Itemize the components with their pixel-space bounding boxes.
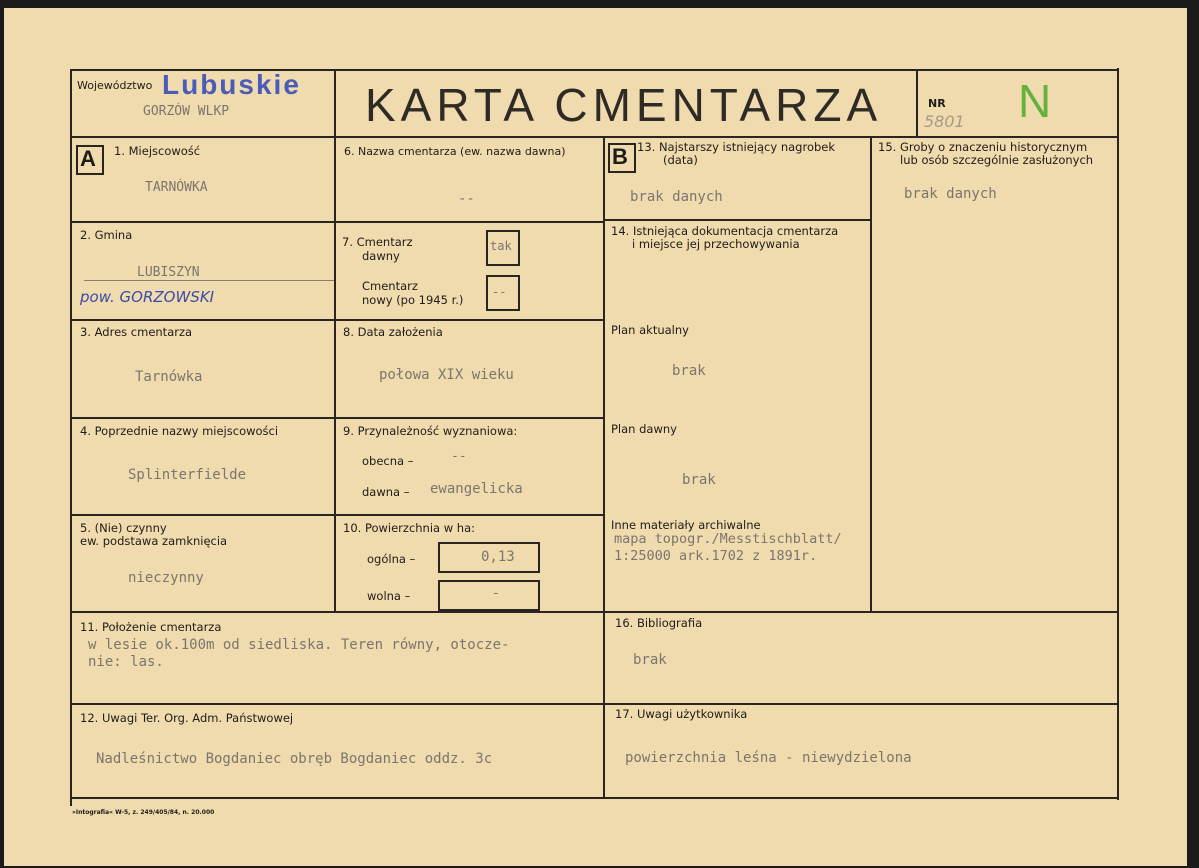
row-line-4 [70, 514, 604, 516]
voivodeship-stamp: Lubuskie [162, 69, 301, 100]
przynaleznosc-obecna-value: -- [451, 449, 467, 464]
przynaleznosc-label: 9. Przynależność wyznaniowa: [343, 424, 518, 438]
adres-label: 3. Adres cmentarza [80, 325, 193, 339]
row-line-5 [70, 611, 1119, 613]
inne-materialy-line-2: 1:25000 ark.1702 z 1891r. [614, 548, 818, 564]
col-line-1 [334, 136, 336, 612]
bibliografia-value: brak [633, 652, 667, 668]
inne-materialy-line-1: mapa topogr./Messtischblatt/ [614, 531, 842, 547]
najstarszy-nagrobek-value: brak danych [630, 189, 723, 205]
cmentarz-nowy-label-2: nowy (po 1945 r.) [362, 293, 464, 307]
plan-aktualny-value: brak [672, 363, 706, 379]
gmina-label: 2. Gmina [80, 228, 133, 242]
bibliografia-label: 16. Bibliografia [615, 616, 703, 630]
najstarszy-nagrobek-label-2: (data) [663, 153, 698, 167]
header-divider-1 [334, 70, 336, 138]
plan-dawny-label: Plan dawny [611, 422, 677, 436]
groby-value: brak danych [904, 186, 997, 202]
powierzchnia-wolna-value: - [492, 586, 500, 601]
cmentarz-dawny-label-1: 7. Cmentarz [342, 235, 413, 249]
inne-materialy-label: Inne materiały archiwalne [611, 518, 761, 532]
row-line-6 [70, 703, 1119, 705]
uwagi-uzytkownika-label: 17. Uwagi użytkownika [615, 707, 748, 721]
cmentarz-dawny-value: tak [490, 239, 512, 253]
groby-label-2: lub osób szczególnie zasłużonych [900, 153, 1094, 167]
header-divider-2 [916, 70, 918, 138]
nazwa-label: 6. Nazwa cmentarza (ew. nazwa dawna) [344, 145, 566, 158]
czynny-label-2: ew. podstawa zamknięcia [80, 534, 228, 548]
row-line-2 [70, 319, 604, 321]
najstarszy-nagrobek-label-1: 13. Najstarszy istniejący nagrobek [637, 140, 836, 154]
cmentarz-nowy-label-1: Cmentarz [362, 279, 418, 293]
voivodeship-typed: GORZÓW WLKP [143, 104, 230, 119]
uwagi-ter-value: Nadleśnictwo Bogdaniec obręb Bogdaniec oddz. 3c [96, 751, 493, 767]
page-title: KARTA CMENTARZA [365, 79, 883, 131]
przynaleznosc-dawna-label: dawna – [362, 485, 410, 499]
col-line-2 [603, 136, 605, 798]
groby-label-1: 15. Groby o znaczeniu historycznym [878, 140, 1088, 154]
powierzchnia-ogolna-value: 0,13 [481, 549, 515, 565]
polozenie-label: 11. Położenie cmentarza [80, 620, 222, 634]
plan-dawny-value: brak [682, 472, 716, 488]
przynaleznosc-obecna-label: obecna – [362, 454, 414, 468]
miejscowosc-value: TARNÓWKA [145, 180, 208, 195]
powierzchnia-wolna-label: wolna – [367, 589, 411, 603]
dokumentacja-label-2: i miejsce jej przechowywania [632, 237, 800, 251]
gmina-handwritten: pow. GORZOWSKI [80, 288, 215, 306]
data-zalozenia-label: 8. Data założenia [343, 325, 443, 339]
nr-label: NR [928, 97, 946, 110]
powierzchnia-wolna-box [438, 580, 540, 611]
nr-value: 5801 [924, 112, 965, 131]
poprzednie-nazwy-label: 4. Poprzednie nazwy miejscowości [80, 424, 279, 438]
row-line-1 [70, 221, 604, 223]
row-line-b [604, 219, 871, 221]
header-bottom-line [70, 136, 1119, 138]
czynny-value: nieczynny [128, 570, 204, 586]
polozenie-line-1: w lesie ok.100m od siedliska. Teren równy, otocze- [88, 637, 510, 653]
plan-aktualny-label: Plan aktualny [611, 323, 689, 337]
section-a-letter: A [80, 146, 96, 171]
miejscowosc-label: 1. Miejscowość [114, 144, 201, 158]
adres-value: Tarnówka [135, 369, 203, 385]
dokumentacja-label-1: 14. Istniejąca dokumentacja cmentarza [611, 224, 839, 238]
row-line-3 [70, 417, 604, 419]
nazwa-value: -- [458, 191, 475, 207]
poprzednie-nazwy-value: Splinterfielde [128, 467, 247, 483]
przynaleznosc-dawna-value: ewangelicka [430, 481, 523, 497]
print-info: »Intografia« W-5, z. 249/405/84, n. 20.000 [72, 809, 215, 816]
gmina-value: LUBISZYN [137, 265, 200, 280]
frame-bottom [70, 797, 1119, 799]
data-zalozenia-value: połowa XIX wieku [379, 367, 514, 383]
category-letter: N [1018, 75, 1052, 127]
cmentarz-dawny-label-2: dawny [362, 249, 400, 263]
col-line-3 [870, 136, 872, 612]
powierzchnia-ogolna-label: ogólna – [367, 552, 416, 566]
frame-left [70, 70, 72, 806]
section-b-letter: B [612, 144, 628, 169]
polozenie-line-2: nie: las. [88, 654, 164, 670]
uwagi-ter-label: 12. Uwagi Ter. Org. Adm. Państwowej [80, 711, 294, 725]
voivodeship-label: Województwo [77, 79, 153, 92]
gmina-underline [84, 280, 334, 281]
cmentarz-nowy-value: -- [492, 285, 507, 299]
uwagi-uzytkownika-value: powierzchnia leśna - niewydzielona [625, 750, 912, 766]
cemetery-record-card [4, 8, 1187, 866]
frame-right [1117, 68, 1119, 800]
czynny-label-1: 5. (Nie) czynny [80, 521, 167, 535]
powierzchnia-label: 10. Powierzchnia w ha: [343, 521, 476, 535]
